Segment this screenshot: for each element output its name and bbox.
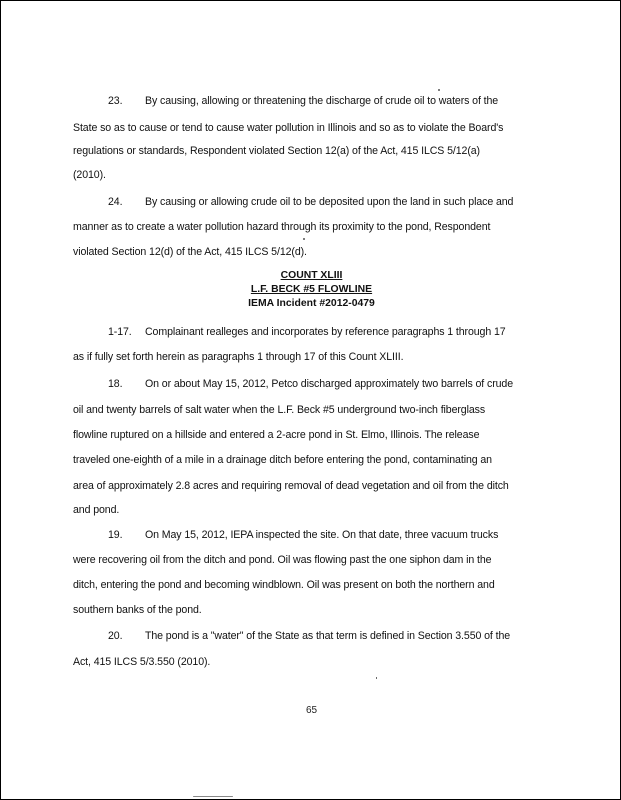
paragraph-line: (2010).: [73, 169, 106, 181]
paragraph-20-first-line: [108, 630, 510, 642]
paragraph-text: The pond is a "water" of the State as that term is defined in Section 3.550 of the: [145, 630, 511, 642]
paragraph-text: On May 15, 2012, IEPA inspected the site. On that date, three vacuum trucks: [145, 529, 499, 541]
paragraph-line: ditch, entering the pond and becoming windblown. Oil was present on both the northern and: [73, 579, 495, 591]
paragraph-line: were recovering oil from the ditch and pond. Oil was flowing past the one siphon dam in the: [73, 554, 492, 566]
paragraph-1-17-first-line: [108, 326, 506, 338]
paragraph-text: On or about May 15, 2012, Petco discharged approximately two barrels of crude: [145, 378, 513, 390]
count-heading-title: COUNT XLIII: [280, 270, 343, 281]
paragraph-text: By causing, allowing or threatening the discharge of crude oil to waters of the: [145, 95, 499, 107]
paragraph-number: 24.: [108, 196, 123, 208]
count-heading-flowline: L.F. BECK #5 FLOWLINE: [250, 284, 373, 295]
paragraph-line: area of approximately 2.8 acres and requiring removal of dead vegetation and oil from the ditch: [73, 480, 509, 492]
paragraph-number: 20.: [108, 630, 123, 642]
paragraph-line: traveled one-eighth of a mile in a drainage ditch before entering the pond, contaminating an: [73, 454, 492, 466]
paragraph-line: flowline ruptured on a hillside and entered a 2-acre pond in St. Elmo, Illinois. The release: [73, 429, 480, 441]
paragraph-line: southern banks of the pond.: [73, 604, 202, 616]
paragraph-line: oil and twenty barrels of salt water when the L.F. Beck #5 underground two-inch fiberglass: [73, 404, 486, 416]
paragraph-line: State so as to cause or tend to cause water pollution in Illinois and so as to violate the Board's: [73, 122, 504, 134]
paragraph-24-first-line: [108, 196, 513, 208]
paragraph-19-first-line: [108, 529, 498, 541]
scan-speck: [303, 238, 305, 240]
paragraph-number: 23.: [108, 95, 123, 107]
paragraph-line: violated Section 12(d) of the Act, 415 ILCS 5/12(d).: [73, 246, 307, 258]
scan-speck: [438, 89, 440, 91]
paragraph-line: manner as to create a water pollution hazard through its proximity to the pond, Respondent: [73, 221, 491, 233]
paragraph-23-first-line: [108, 95, 498, 107]
paragraph-line: regulations or standards, Respondent violated Section 12(a) of the Act, 415 ILCS 5/12(a): [73, 145, 480, 157]
paragraph-text: By causing or allowing crude oil to be deposited upon the land in such place and: [145, 196, 514, 208]
paragraph-number: 1-17.: [108, 326, 132, 338]
paragraph-number: 19.: [108, 529, 123, 541]
scan-speck: [376, 677, 377, 679]
paragraph-text: Complainant realleges and incorporates by reference paragraphs 1 through 17: [145, 326, 506, 338]
paragraph-number: 18.: [108, 378, 123, 390]
paragraph-18-first-line: [108, 378, 513, 390]
paragraph-line: Act, 415 ILCS 5/3.550 (2010).: [73, 656, 211, 668]
paragraph-line: as if fully set forth herein as paragraphs 1 through 17 of this Count XLIII.: [73, 351, 404, 363]
count-heading-incident: IEMA Incident #2012-0479: [248, 298, 375, 309]
scan-edge-mark: [193, 796, 233, 797]
paragraph-line: and pond.: [73, 504, 120, 516]
page-number: 65: [305, 705, 318, 716]
